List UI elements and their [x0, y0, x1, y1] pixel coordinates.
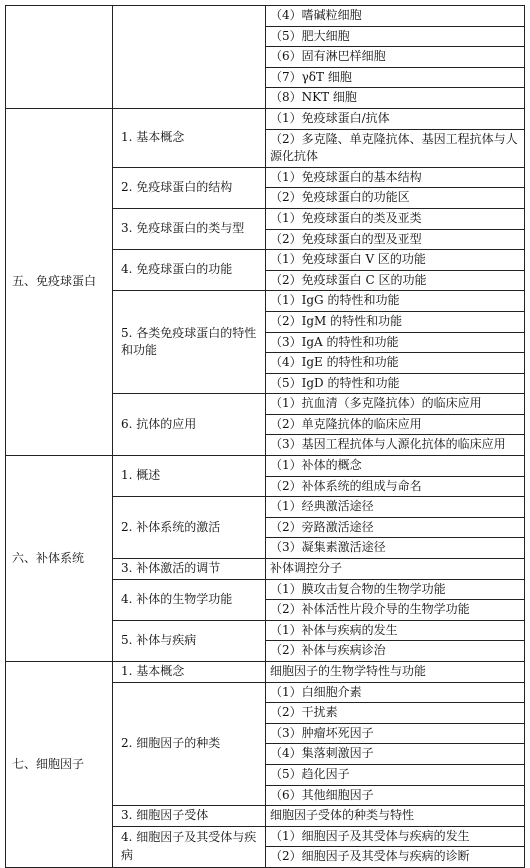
subtopic-cell: （5）肥大细胞 — [266, 26, 525, 47]
subtopic-cell: （2）补体与疾病诊治 — [266, 641, 525, 662]
topic-cell: 4. 免疫球蛋白的功能 — [113, 250, 266, 291]
topic-cell: 2. 免疫球蛋白的结构 — [113, 167, 266, 208]
subtopic-cell: （3）基因工程抗体与人源化抗体的临床应用 — [266, 435, 525, 456]
subtopic-cell: （4）嗜碱粒细胞 — [266, 6, 525, 27]
subtopic-cell: （1）补体与疾病的发生 — [266, 620, 525, 641]
subtopic-cell: （6）其他细胞因子 — [266, 785, 525, 806]
table-row — [6, 662, 525, 683]
topic-cell: 5. 各类免疫球蛋白的特性和功能 — [113, 291, 266, 394]
subtopic-cell: （4）集落刺激因子 — [266, 744, 525, 765]
subtopic-cell: （1）白细胞介素 — [266, 682, 525, 703]
topic-cell: 5. 补体与疾病 — [113, 620, 266, 661]
outline-table — [5, 5, 525, 868]
subtopic-cell: （8）NKT 细胞 — [266, 88, 525, 109]
table-row — [6, 6, 525, 27]
topic-cell: 6. 抗体的应用 — [113, 394, 266, 456]
subtopic-cell: （2）免疫球蛋白的功能区 — [266, 188, 525, 209]
subtopic-cell: （7）γδT 细胞 — [266, 67, 525, 88]
subtopic-cell: （2）免疫球蛋白的型及亚型 — [266, 229, 525, 250]
topic-cell: 4. 细胞因子及其受体与疾病 — [113, 826, 266, 867]
subtopic-cell: 细胞因子的生物学特性与功能 — [266, 662, 525, 683]
subtopic-cell: （2）干扰素 — [266, 703, 525, 724]
subtopic-cell: （5）IgD 的特性和功能 — [266, 373, 525, 394]
topic-cell: 3. 补体激活的调节 — [113, 559, 266, 580]
subtopic-cell: （3）IgA 的特性和功能 — [266, 332, 525, 353]
topic-cell: 3. 细胞因子受体 — [113, 806, 266, 827]
subtopic-cell: （1）免疫球蛋白 V 区的功能 — [266, 250, 525, 271]
subtopic-cell: （1）细胞因子及其受体与疾病的发生 — [266, 826, 525, 847]
subtopic-cell: （3）凝集素激活途径 — [266, 538, 525, 559]
subtopic-cell: （2）免疫球蛋白 C 区的功能 — [266, 270, 525, 291]
subtopic-cell: （2）旁路激活途径 — [266, 517, 525, 538]
subtopic-cell: 补体调控分子 — [266, 559, 525, 580]
subtopic-cell: （1）免疫球蛋白的基本结构 — [266, 167, 525, 188]
subtopic-cell: （4）IgE 的特性和功能 — [266, 353, 525, 374]
topic-cell: 3. 免疫球蛋白的类与型 — [113, 208, 266, 249]
subtopic-cell: （2）补体活性片段介导的生物学功能 — [266, 600, 525, 621]
subtopic-cell: （3）肿瘤坏死因子 — [266, 723, 525, 744]
topic-cell: 1. 概述 — [113, 456, 266, 497]
table-row — [6, 456, 525, 477]
subtopic-cell: （1）膜攻击复合物的生物学功能 — [266, 579, 525, 600]
section-heading-cell — [6, 6, 113, 109]
subtopic-cell: （1）抗血清（多克隆抗体）的临床应用 — [266, 394, 525, 415]
topic-cell — [113, 6, 266, 109]
section-heading-cell: 七、细胞因子 — [6, 662, 113, 868]
subtopic-cell: （2）多克隆、单克隆抗体、基因工程抗体与人源化抗体 — [266, 129, 525, 167]
subtopic-cell: （5）趋化因子 — [266, 764, 525, 785]
topic-cell: 1. 基本概念 — [113, 662, 266, 683]
topic-cell: 2. 细胞因子的种类 — [113, 682, 266, 806]
topic-cell: 2. 补体系统的激活 — [113, 497, 266, 559]
subtopic-cell: （1）IgG 的特性和功能 — [266, 291, 525, 312]
subtopic-cell: （1）免疫球蛋白/抗体 — [266, 108, 525, 129]
subtopic-cell: （2）补体系统的组成与命名 — [266, 476, 525, 497]
subtopic-cell: （1）经典激活途径 — [266, 497, 525, 518]
subtopic-cell: （1）免疫球蛋白的类及亚类 — [266, 208, 525, 229]
topic-cell: 1. 基本概念 — [113, 108, 266, 167]
topic-cell: 4. 补体的生物学功能 — [113, 579, 266, 620]
subtopic-cell: （1）补体的概念 — [266, 456, 525, 477]
table-row — [6, 108, 525, 129]
subtopic-cell: （2）单克隆抗体的临床应用 — [266, 414, 525, 435]
section-heading-cell: 五、免疫球蛋白 — [6, 108, 113, 455]
subtopic-cell: 细胞因子受体的种类与特性 — [266, 806, 525, 827]
subtopic-cell: （2）细胞因子及其受体与疾病的诊断 — [266, 847, 525, 868]
subtopic-cell: （6）固有淋巴样细胞 — [266, 47, 525, 68]
subtopic-cell: （2）IgM 的特性和功能 — [266, 311, 525, 332]
section-heading-cell: 六、补体系统 — [6, 456, 113, 662]
